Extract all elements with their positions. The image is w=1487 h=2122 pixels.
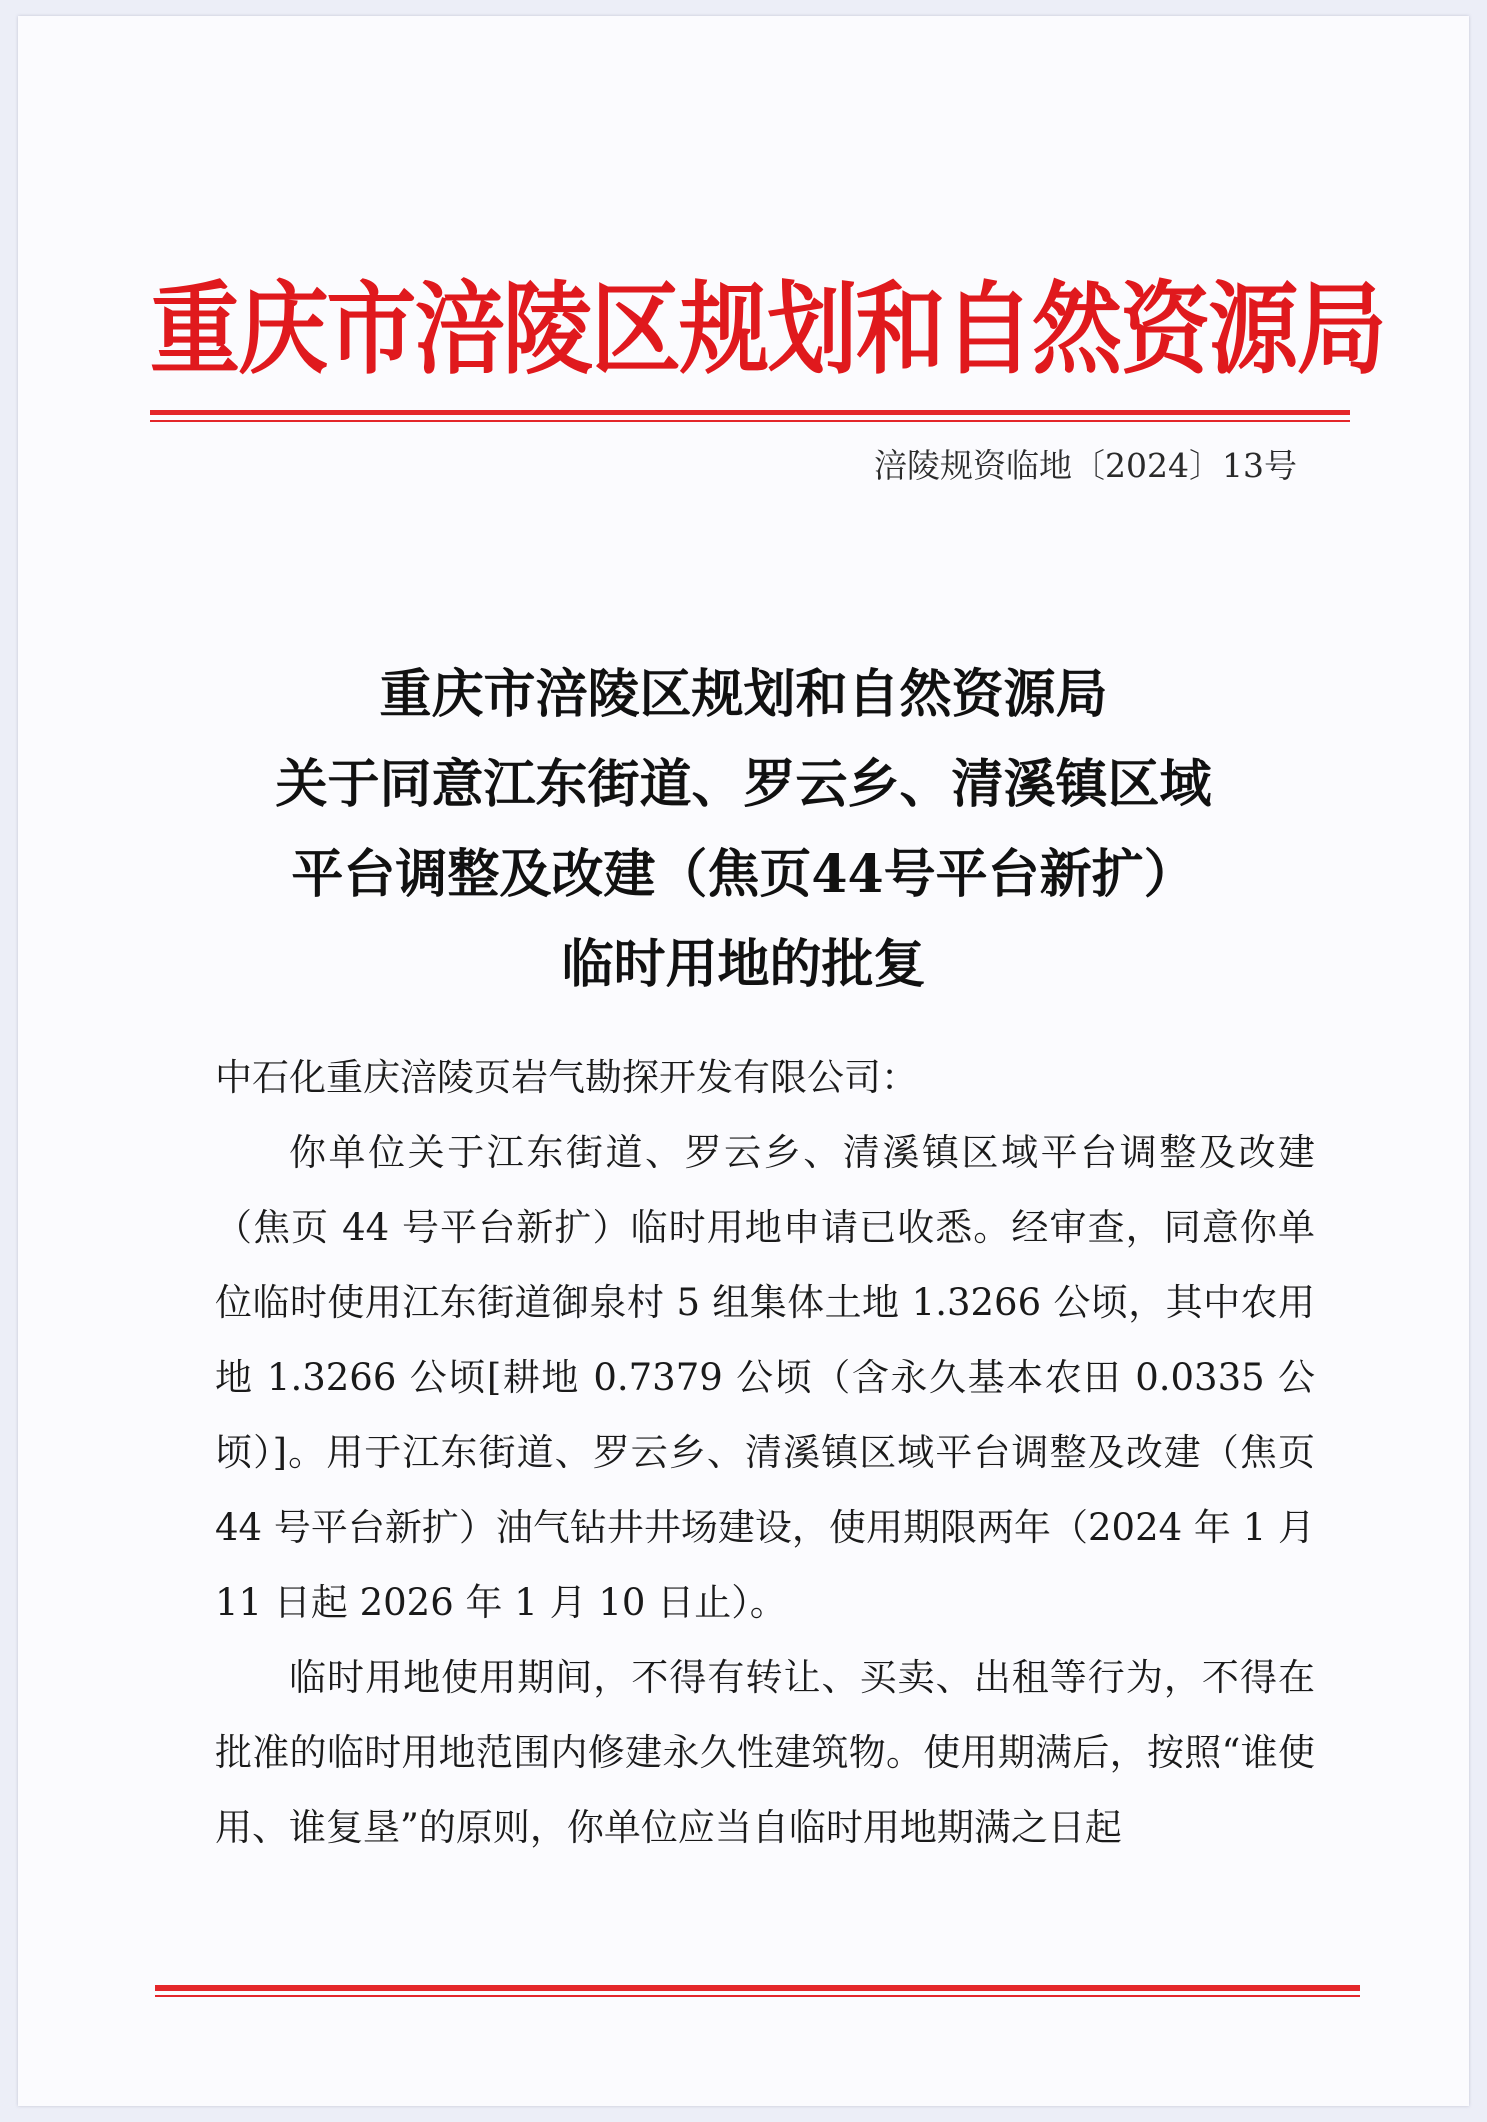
letterhead-red-rule-thin [150, 420, 1350, 422]
title-line-2: 关于同意江东街道、罗云乡、清溪镇区域 [275, 754, 1212, 815]
footer-red-rule [155, 1985, 1360, 1991]
title-line-3: 平台调整及改建（焦页44号平台新扩） [291, 844, 1196, 905]
body-paragraph-2: 临时用地使用期间，不得有转让、买卖、出租等行为，不得在批准的临时用地范围内修建永久性建筑物。使用期满后，按照“谁使用、谁复垦”的原则，你单位应当自临时用地期满之日起 [215, 1656, 1315, 1849]
title-line-1: 重庆市涪陵区规划和自然资源局 [379, 664, 1108, 725]
footer-red-rule-thin [155, 1995, 1360, 1997]
document-body [215, 1040, 1315, 1865]
title-line-4: 临时用地的批复 [561, 934, 926, 995]
body-paragraph-1: 你单位关于江东街道、罗云乡、清溪镇区域平台调整及改建（焦页 44 号平台新扩）临时用地申请已收悉。经审查，同意你单位临时使用江东街道御泉村 5 组集体土地 1.3266 公顷，其中农用地 1.3266 公顷[耕地 0.7379 公顷（含永久基本农田 0.0335 公顷）]。用于江东街道、罗云乡、清溪镇区域平台调整及改建（焦页 44 号平台新扩）油气钻井井场建设，使用期限两年（2024 年 1 月 11 日起 2026 年 1 月 10 日止）。 [215, 1131, 1315, 1624]
letterhead-title: 重庆市涪陵区规划和自然资源局 [150, 271, 1385, 388]
document-number: 涪陵规资临地〔2024〕13号 [874, 446, 1297, 485]
addressee: 中石化重庆涪陵页岩气勘探开发有限公司： [215, 1056, 918, 1099]
document-title [0, 650, 1487, 1010]
letterhead-red-rule [150, 410, 1350, 415]
